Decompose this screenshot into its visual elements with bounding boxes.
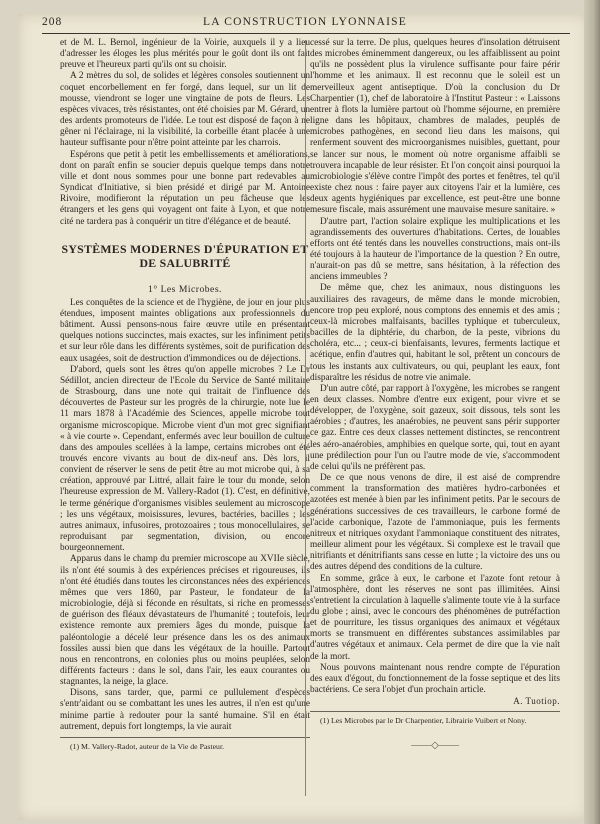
subsection-title: 1° Les Microbes. <box>148 283 222 295</box>
paragraph: De ce que nous venons de dire, il est aisé de comprendre comment la transformation des matières hydro-carbonées et azotées est menée à bien par les infiniment petits. Par le secours de générations successives de ces travailleurs, le carbone formé de l'acide carbonique, l'azote de l'ammoniaque, puis les ferments nitreux et nitriques oxydant l'ammoniaque constituent des nitrates, meilleur aliment pour les végétaux. Si complexe est le travail que nitrifiants et dénitrifiants sans cesse en lutte ; la victoire des uns ou des autres dépend des conditions de la culture. <box>310 473 560 573</box>
section-title: SYSTÈMES MODERNES D'ÉPURATION ET DE SALUBRITÉ <box>61 241 309 270</box>
page-number: 208 <box>42 16 63 28</box>
paragraph: Apparus dans le champ du premier microscope au XVIIe siècle, ils n'ont été soumis à des expériences précises et rigoureuses, ils n'ont été étudiés dans toutes les circonstances nées des expériences mêmes que vers 1860, par Pasteur, le fondateur de la microbiologie, déjà si féconde en résultats, si riche en promesses de guérison des fléaux dévastateurs de l'humanité ; toutefois, leur existence remonte aux premiers âges du monde, puisque la paléontologie a décelé leur présence dans les os des animaux fossiles aussi bien que dans les végétaux de la houille. Partout nous en rencontrons, en colonies plus ou moins peuplées, selon différents facteurs : dans le sol, dans l'air, les eaux courantes ou stagnantes, la neige, la glace. <box>60 554 310 688</box>
left-column <box>60 38 310 752</box>
paragraph: De même que, chez les animaux, nous distinguons les auxiliaires des ravageurs, de même dans le monde microbien, encore trop peu exploré, nous comptons des ennemis et des amis ; ceux-là microbes malfaisants, bacilles typhique et tuberculeux, bacilles de la diphtérie, du charbon, de la peste, vibrions du choléra, etc... ; ceux-ci bienfaisants, levures, ferments lactique et acétique, enfin d'autres qui, habitant le sol, prêtent un concours de tous les instants aux cultivateurs, ou qui, peuplant les eaux, font disparaître les résidus de notre vie animale. <box>310 283 560 383</box>
paragraph: Disons, sans tarder, que, parmi ce pullulement d'espèces s'entr'aidant ou se combattant les unes les autres, il n'en est qu'une minime partie à redouter pour la santé humaine. S'il en était autrement, depuis fort longtemps, la vie aurait <box>60 688 310 732</box>
paragraph: cessé sur la terre. De plus, quelques heures d'insolation détruisent des microbes éminemment dangereux, ou les affaiblissent au point qu'ils ne possèdent plus la virulence suffisante pour faire périr l'homme et les animaux. Il est reconnu que le soleil est un merveilleux agent antiseptique. D'où la conclusion du Dr Charpentier (1), chef de laboratoire à l'Institut Pasteur : « Laissons entrer à flots la lumière partout où l'homme séjourne, en première ligne dans les hôpitaux, chambres de malades, peuplés de microbes pathogènes, en second lieu dans les maisons, qui renferment souvent des microorganismes nuisibles, guettant, pour se lancer sur nous, le moment où notre organisme affaibli se trouvera incapable de leur résister. Et l'on conçoit ainsi pourquoi la microbiologie s'élève contre l'impôt des portes et fenêtres, tel qu'il existe chez nous : faire payer aux citoyens l'air et la lumière, ces deux agents hygiéniques par excellence, est peut-être une bonne mesure fiscale, mais assurément une mauvaise mesure sanitaire. » <box>310 38 560 216</box>
paragraph: En somme, grâce à eux, le carbone et l'azote font retour à l'atmosphère, dont les réserves ne sont pas illimitées. Ainsi s'entretient la circulation à laquelle s'alimente toute vie à la surface du globe ; ainsi, avec le concours des phénomènes de putréfaction et de pourriture, les tissus organiques des animaux et végétaux morts se transmuent en différentes substances assimilables par d'autres végétaux et animaux. Cela permet de dire que la vie naît de la mort. <box>310 573 560 662</box>
paragraph: et de M. L. Bernol, ingénieur de la Voirie, auxquels il y a lieu d'adresser les éloges les plus mérités pour le goût dont ils ont fait preuve et l'heureux parti qu'ils ont su choisir. <box>60 38 310 71</box>
paragraph: D'autre part, l'action solaire explique les multiplications et les agrandissements des ouvertures d'habitations. Certes, de louables efforts ont été tentés dans les nouvelles constructions, mais ont-ils été toujours à la hauteur de l'importance de la question ? En outre, n'aurait-on pas dû se mettre, sans hésitation, à la réfection des anciens immeubles ? <box>310 216 560 283</box>
paragraph: Espérons que petit à petit les embellissements et améliorations, dont on paraît enfin se soucier depuis quelque temps dans notre ville et dont nous sommes pour une bonne part redevables au Syndicat d'Initiative, si bien présidé et dirigé par M. Antoine Rivoire, modifieront la réputation un peu fâcheuse que les étrangers et les gens qui voyagent ont faite à Lyon, et que notre cité ne tardera pas à conquérir un titre d'élégance et de beauté. <box>60 149 310 227</box>
footnote-rule <box>60 737 310 738</box>
end-ornament: ——◇—— <box>411 740 459 752</box>
right-column <box>310 38 560 752</box>
footnote: (1) Les Microbes par le Dr Charpentier, Librairie Vuibert et Nony. <box>320 716 527 726</box>
paragraph: Les conquêtes de la science et de l'hygiène, de jour en jour plus étendues, imposent maintes obligations aux professionnels du bâtiment. Aussi pensons-nous faire œuvre utile en présentant quelques notions succinctes, mais exactes, sur les infiniment petits et sur leur rôle dans les différents systèmes, soit de purification des eaux usagées, soit de destruction d'immondices ou de déjections. <box>60 297 310 364</box>
paragraph: A 2 mètres du sol, de solides et légères consoles soutiennent un coquet encorbellement en fer forgé, dans lequel, sur un lit de mousse, viendront se loger une vingtaine de pots de fleurs. Les espèces vivaces, très résistantes, ont été choisies par M. Gérard, un des ardents promoteurs de l'idée. Le tout est disposé de façon à ne gêner ni l'éclairage, ni la visibilité, la corbeille étant placée à une hauteur suffisante pour n'être point atteinte par les charrois. <box>60 71 310 149</box>
footnote: (1) M. Vallery-Radot, auteur de la Vie de Pasteur. <box>70 741 225 751</box>
paragraph: Nous pouvons maintenant nous rendre compte de l'épuration des eaux d'égout, du fonctionnement de la fosse septique et des lits bactériens. Ce sera l'objet d'un prochain article. <box>310 662 560 696</box>
paragraph: D'abord, quels sont les êtres qu'on appelle microbes ? Le Dr Sédillot, ancien directeur de l'Ecole du Service de Santé militaire de Strasbourg, dans une note qui traitait de l'influence des découvertes de Pasteur sur les progrès de la chirurgie, note lue le 11 mars 1878 à l'Académie des Sciences, appelle microbe tout organisme microscopique. Microbe vient d'un mot grec signifiant « à vie courte ». Cependant, enfermés avec leur bouillon de culture dans des ampoules scellées à la lampe, certains microbes ont été trouvés encore vivants au bout de dix-neuf ans. Dès lors, il convient de réserver le sens de petit être au mot microbe qui, à sa création, approuvé par Littré, allait faire le tour du monde, selon l'heureuse expression de M. Vallery-Radot (1). C'est, en définitive, le terme générique d'organismes visibles seulement au microscope ; les uns végétaux, moisissures, levures, bactéries, bacilles ; les autres animaux, infusoires, protozoaires ; tous monocellulaires, se reproduisant par segmentation, division, ou encore bourgeonnement. <box>60 364 310 554</box>
header-rule <box>42 33 570 34</box>
footnote-rule <box>310 711 560 712</box>
journal-title: LA CONSTRUCTION LYONNAISE <box>203 16 407 28</box>
column-divider <box>305 40 306 796</box>
book-spine <box>584 0 600 824</box>
page-header <box>42 16 568 32</box>
author-signature: A. Tuotiop. <box>513 696 560 707</box>
paragraph: D'un autre côté, par rapport à l'oxygène, les microbes se rangent en deux classes. Nombre d'entre eux exigent, pour vivre et se développer, de l'oxygène, soit gazeux, soit dissous, tels sont les aérobies ; d'autres, les anaérobies, ne peuvent sans périr supporter ce gaz. Entre ces deux classes nettement distinctes, se rencontrent les aéro-anaérobies, amphibies en quelque sorte, qui, tout en ayant une prédilection pour l'un ou l'autre mode de vie, s'accommodent de celui qu'ils ne préfèrent pas. <box>310 383 560 472</box>
